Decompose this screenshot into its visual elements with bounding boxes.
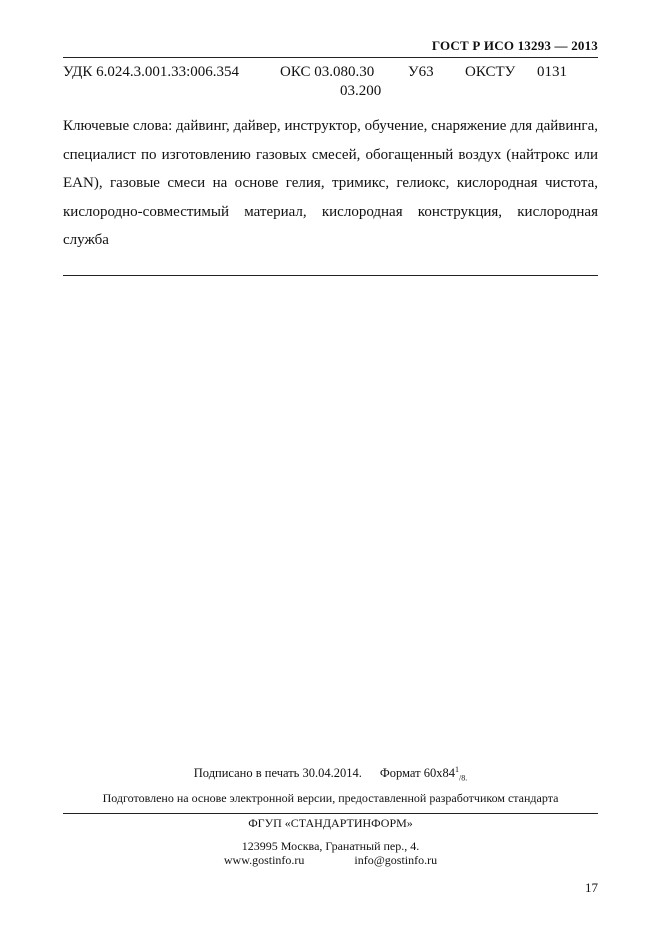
format-subscript: /8.	[458, 773, 468, 783]
contact-row	[0, 853, 661, 868]
keywords-paragraph: Ключевые слова: дайвинг, дайвер, инструктор, обучение, снаряжение для дайвинга, специалист по изготовлению газовых смесей, обогащенный воздух (найтрокс или EAN), газовые смеси на основе гелия, тримикс, гелиокс, кислородная чистота, кислородно-совместимый материал, кислородная конструкция, кислородная служба	[63, 118, 598, 248]
prepared-note: Подготовлено на основе электронной версии, предоставленной разработчиком стандарта	[102, 791, 559, 805]
publisher-name: ФГУП «СТАНДАРТИНФОРМ»	[248, 816, 413, 830]
paper-format	[379, 765, 468, 783]
oks-code: ОКС 03.080.30	[280, 64, 375, 80]
classification-row	[63, 64, 598, 100]
publisher-divider	[63, 813, 598, 814]
page-number: 17	[585, 880, 598, 895]
publisher-address: 123995 Москва, Гранатный пер., 4.	[241, 839, 420, 853]
format-superscript: 1	[454, 765, 459, 774]
keywords-divider	[63, 275, 598, 276]
header-divider	[63, 57, 598, 58]
document-header-title: ГОСТ Р ИСО 13293 — 2013	[431, 38, 598, 53]
udk-code: УДК 6.024.3.001.33:006.354	[63, 64, 240, 80]
okstu-label: ОКСТУ	[465, 64, 516, 80]
signed-date: Подписано в печать 30.04.2014.	[193, 766, 362, 781]
website-link[interactable]: www.gostinfo.ru	[223, 853, 305, 867]
okstu-code: 0131	[537, 64, 567, 80]
group-code: У63	[408, 64, 434, 80]
print-signed-line	[0, 765, 661, 783]
oks-code-secondary: 03.200	[340, 83, 382, 99]
email-link[interactable]: info@gostinfo.ru	[354, 853, 438, 867]
format-label: Формат 60x84	[379, 766, 455, 781]
